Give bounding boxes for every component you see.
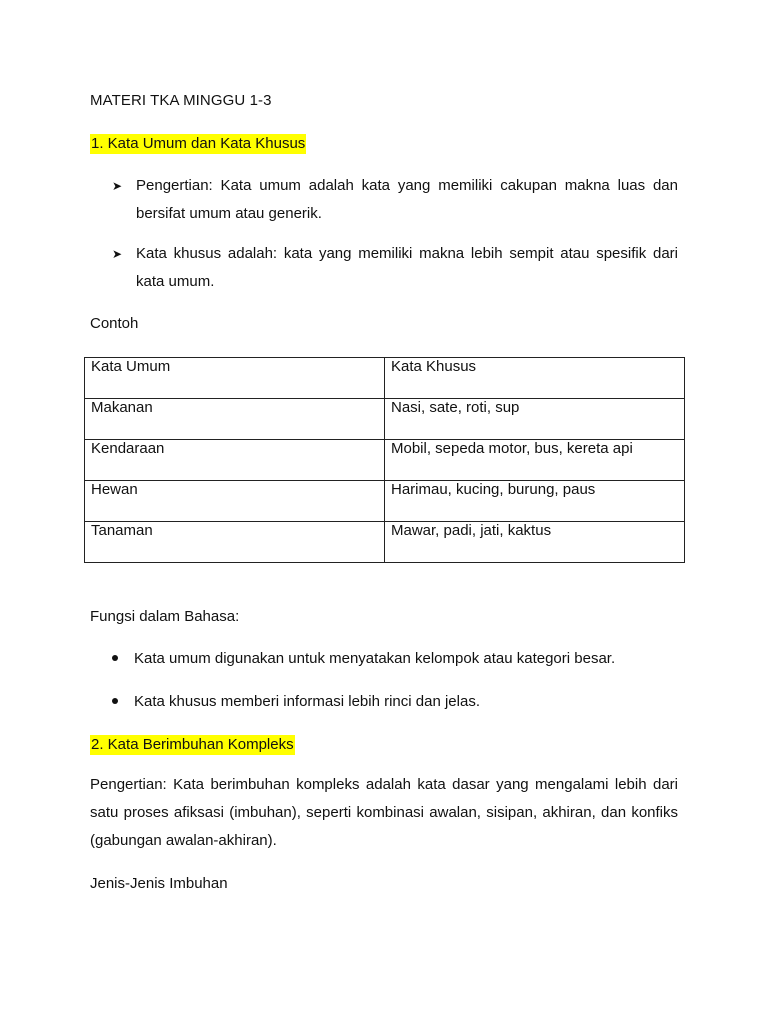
definition-point-1 [112, 172, 678, 228]
table-row [85, 481, 685, 522]
arrowhead-bullet-icon: ➤ [112, 179, 123, 193]
table-row [85, 399, 685, 440]
table-cell: Makanan [85, 399, 385, 440]
arrowhead-bullet-icon: ➤ [112, 247, 123, 261]
round-bullet-icon [112, 655, 118, 661]
function-item-1 [112, 650, 615, 667]
definition-point-1-text: Pengertian: Kata umum adalah kata yang memiliki cakupan makna luas dan bersifat umum atau generik. [136, 177, 678, 222]
function-item-2 [112, 693, 480, 710]
section-1-heading-text: 1. Kata Umum dan Kata Khusus [91, 135, 306, 152]
table-cell: Mobil, sepeda motor, bus, kereta api [385, 440, 685, 481]
table-cell: Mawar, padi, jati, kaktus [385, 522, 685, 563]
section-2-definition: Pengertian: Kata berimbuhan kompleks adalah kata dasar yang mengalami lebih dari satu proses afiksasi (imbuhan), seperti kombinasi awalan, sisipan, akhiran, dan konfiks (gabungan awalan-akhiran). [90, 776, 678, 849]
table-cell: Kendaraan [85, 440, 385, 481]
table-cell: Nasi, sate, roti, sup [385, 399, 685, 440]
table-header-cell: Kata Khusus [385, 358, 685, 399]
function-item-1-text: Kata umum digunakan untuk menyatakan kelompok atau kategori besar. [134, 650, 616, 667]
definition-point-2-text: Kata khusus adalah: kata yang memiliki makna lebih sempit atau spesifik dari kata umum. [136, 245, 678, 290]
function-label: Fungsi dalam Bahasa: [90, 608, 240, 625]
section-2-heading-text: 2. Kata Berimbuhan Kompleks [91, 736, 294, 753]
section-2-heading [90, 736, 295, 753]
function-item-2-text: Kata khusus memberi informasi lebih rinci dan jelas. [134, 693, 480, 710]
table-header-row [85, 358, 685, 399]
example-table [84, 357, 685, 563]
table-row [85, 522, 685, 563]
example-label: Contoh [90, 315, 139, 332]
section-1-heading [90, 135, 306, 152]
table-header-cell: Kata Umum [85, 358, 385, 399]
document-title: MATERI TKA MINGGU 1-3 [90, 92, 272, 109]
table-cell: Hewan [85, 481, 385, 522]
round-bullet-icon [112, 698, 118, 704]
imbuhan-types-subheading: Jenis-Jenis Imbuhan [90, 875, 228, 892]
table-cell: Harimau, kucing, burung, paus [385, 481, 685, 522]
table-row [85, 440, 685, 481]
definition-point-2 [112, 240, 678, 296]
table-cell: Tanaman [85, 522, 385, 563]
